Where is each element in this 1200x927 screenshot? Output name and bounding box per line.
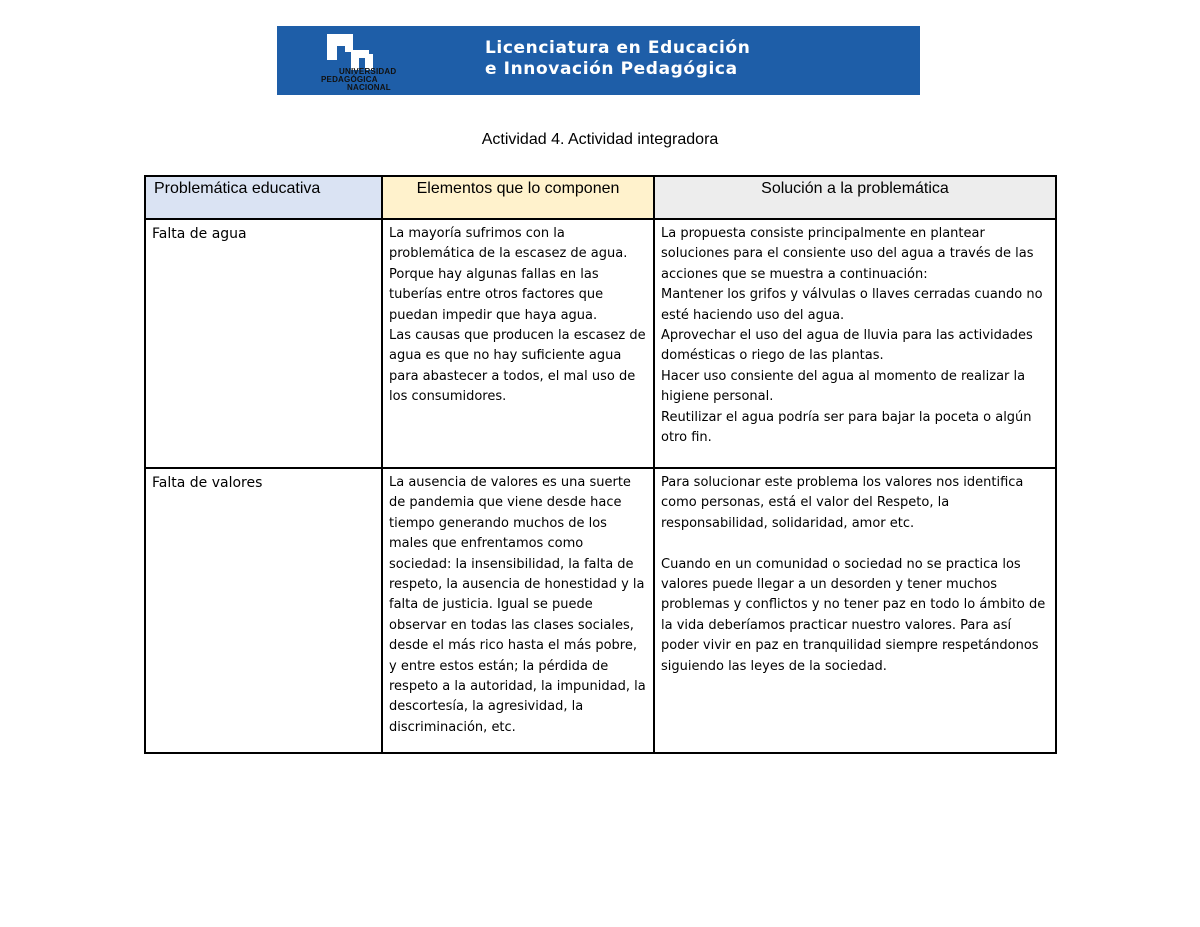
header-solution: Solución a la problemática [654,176,1056,219]
table-header-row [145,176,1056,219]
header-banner [277,26,920,95]
problem-cell: Falta de agua [145,219,382,468]
page-title: Actividad 4. Actividad integradora [481,131,719,148]
paragraph: La ausencia de valores es una suerte de pandemia que viene desde hace tiempo generando muchos de los males que enfrentamos como sociedad: la insensibilidad, la falta de respeto, la ausencia de honestidad y la falta de justicia. Igual se puede observar en todas las clases sociales, desde el más rico hasta el más pobre, y entre estos están; la pérdida de respeto a la autoridad, la impunidad, la descortesía, la agresividad, la discriminación, etc. [389,475,646,735]
activity-table [144,175,1057,754]
header-problem: Problemática educativa [145,176,382,219]
logo-caption: UNIVERSIDAD PEDAGÓGICA NACIONAL [321,67,397,92]
paragraph: Hacer uso consiente del agua al momento de realizar la higiene personal. [661,368,1026,405]
table-row [145,468,1056,753]
paragraph: La propuesta consiste principalmente en plantear soluciones para el consiente uso del agua a través de las acciones que se muestra a continuación: [661,226,1034,282]
solution-cell [654,219,1056,468]
paragraph: La mayoría sufrimos con la problemática de la escasez de agua. Porque hay algunas fallas en las tuberías entre otros factores que puedan impedir que haya agua. [389,226,628,323]
header-elements: Elementos que lo componen [382,176,654,219]
paragraph: Mantener los grifos y válvulas o llaves cerradas cuando no esté haciendo uso del agua. [661,287,1043,323]
elements-cell [382,468,654,753]
blank-line [661,534,1049,554]
table-row [145,219,1056,468]
solution-cell [654,468,1056,753]
problem-cell: Falta de valores [145,468,382,753]
program-title: Licenciatura en Educación e Innovación Pedagógica [485,38,751,79]
paragraph: Las causas que producen la escasez de agua es que no hay suficiente agua para abastecer a todos, el mal uso de los consumidores. [389,328,646,405]
paragraph: Cuando en un comunidad o sociedad no se practica los valores puede llegar a un desorden y tener muchos problemas y conflictos y no tener paz en todo lo ámbito de la vida deberíamos practicar nuestro valores. Para así poder vivir en paz en tranquilidad siempre respetándonos siguiendo las leyes de la sociedad. [661,556,1046,674]
paragraph: Para solucionar este problema los valores nos identifica como personas, está el valor del Respeto, la responsabilidad, solidaridad, amor etc. [661,475,1024,531]
elements-cell [382,219,654,468]
paragraph: Reutilizar el agua podría ser para bajar la poceta o algún otro fin. [661,409,1032,446]
paragraph: Aprovechar el uso del agua de lluvia para las actividades domésticas o riego de las plantas. [661,328,1033,364]
